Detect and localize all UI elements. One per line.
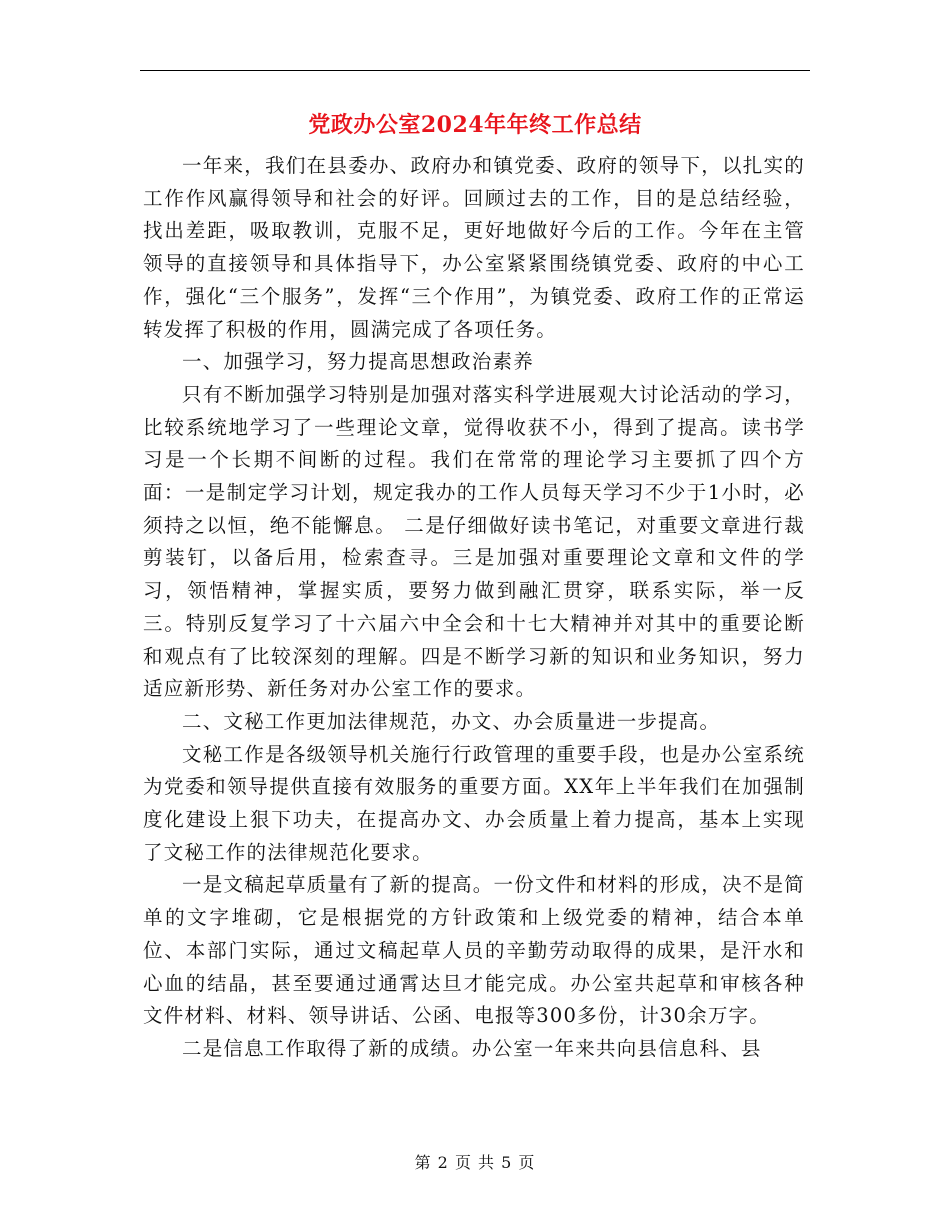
section-heading-1: 一、加强学习，努力提高思想政治素养 — [182, 350, 534, 374]
paragraph-information: 二是信息工作取得了新的成绩。办公室一年来共向县信息科、县 — [182, 1036, 762, 1060]
paragraph-secretarial: 文秘工作是各级领导机关施行行政管理的重要手段，也是办公室系统为党委和领导提供直接有效服务的重要方面。XX年上半年我们在加强制度化建设上狠下功夫，在提高办文、办会质量上着力提高，基本上实现了文秘工作的法律规范化要求。 — [143, 742, 805, 864]
header-rule — [140, 70, 810, 71]
paragraph-drafting: 一是文稿起草质量有了新的提高。一份文件和材料的形成，决不是简单的文字堆砌，它是根据党的方针政策和上级党委的精神，结合本单位、本部门实际，通过文稿起草人员的辛勤劳动取得的成果，是汗水和心血的结晶，甚至要通过通霄达旦才能完成。办公室共起草和审核各种文件材料、材料、领导讲话、公函、电报等300多份，计30余万字。 — [143, 873, 805, 1028]
section-heading-2: 二、文秘工作更加法律规范，办文、办会质量进一步提高。 — [182, 709, 721, 733]
paragraph-study: 只有不断加强学习特别是加强对落实科学进展观大讨论活动的学习，比较系统地学习了一些理论文章，觉得收获不小，得到了提高。读书学习是一个长期不间断的过程。我们在常常的理论学习主要抓了四个方面：一是制定学习计划，规定我办的工作人员每天学习不少于1小时，必须持之以恒，绝不能懈息。 二是仔细做好读书笔记，对重要文章进行裁剪装钉，以备后用，检索查寻。三是加强对重要理论文章和文件的学习，领悟精神，掌握实质，要努力做到融汇贯穿，联系实际，举一反三。特别反复学习了十六届六中全会和十七大精神并对其中的重要论断和观点有了比较深刻的理解。四是不断学习新的知识和业务知识，努力适应新形势、新任务对办公室工作的要求。 — [143, 382, 805, 701]
paragraph-intro: 一年来，我们在县委办、政府办和镇党委、政府的领导下，以扎实的工作作风赢得领导和社会的好评。回顾过去的工作，目的是总结经验，找出差距，吸取教训，克服不足，更好地做好今后的工作。今年在主管领导的直接领导和具体指导下，办公室紧紧围绕镇党委、政府的中心工作，强化“三个服务”，发挥“三个作用”，为镇党委、政府工作的正常运转发挥了积极的作用，圆满完成了各项任务。 — [143, 154, 805, 341]
page-number-footer: 第 2 页 共 5 页 — [414, 1153, 536, 1172]
document-body — [143, 150, 805, 1066]
document-title: 党政办公室2024年年终工作总结 — [308, 112, 642, 138]
